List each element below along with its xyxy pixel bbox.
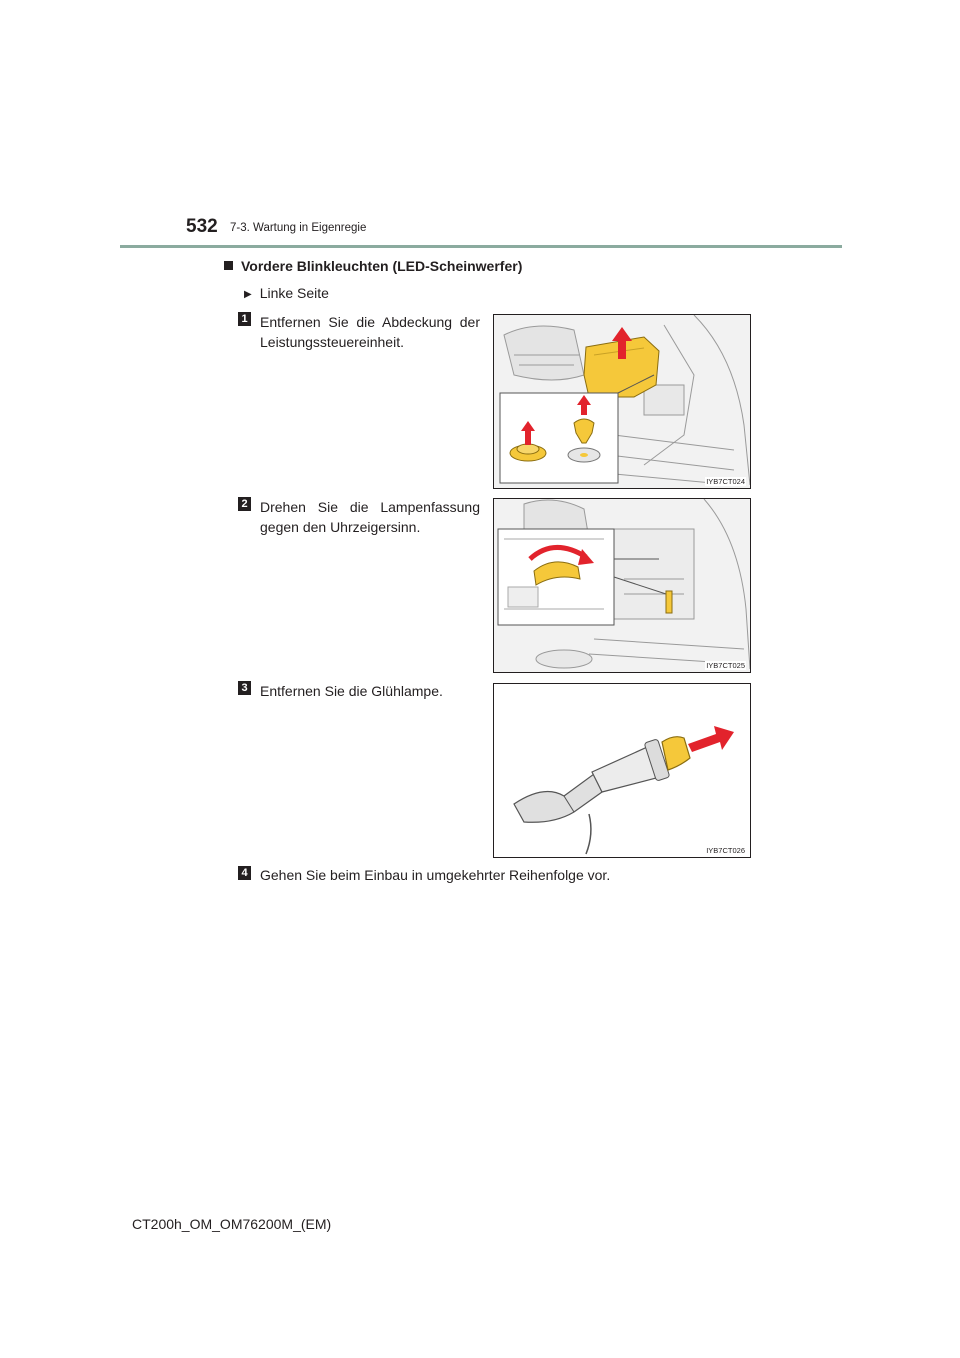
- figure-remove-bulb: [493, 683, 751, 858]
- step-text-2: Drehen Sie die Lampenfassung gegen den Uhrzeigersinn.: [260, 499, 480, 535]
- subheading: [244, 285, 329, 301]
- subheading-text: Linke Seite: [259, 285, 329, 301]
- document-code: CT200h_OM_OM76200M_(EM): [132, 1216, 332, 1232]
- figure-code-3: IYB7CT026: [706, 846, 745, 855]
- step-text-3: Entfernen Sie die Glühlampe.: [260, 683, 443, 699]
- step-number-3: 3: [238, 681, 251, 695]
- heading-text: Vordere Blinkleuchten (LED-Scheinwerfer): [241, 258, 523, 274]
- figure-code-1: IYB7CT024: [706, 477, 745, 486]
- figure-turn-socket: [493, 498, 751, 673]
- step-number-2: 2: [238, 497, 251, 511]
- page-number: 532: [186, 216, 218, 237]
- figure-code-2: IYB7CT025: [706, 661, 745, 670]
- step-text-1: Entfernen Sie die Abdeckung der Leistungssteuereinheit.: [260, 314, 480, 350]
- header-divider: [120, 245, 842, 248]
- triangle-bullet-icon: ▶: [244, 289, 252, 300]
- section-heading: [224, 258, 522, 274]
- square-bullet-icon: [224, 261, 233, 270]
- step-number-1: 1: [238, 312, 251, 326]
- step-number-4: 4: [238, 866, 251, 880]
- section-title: 7-3. Wartung in Eigenregie: [230, 222, 367, 234]
- step-text-4: Gehen Sie beim Einbau in umgekehrter Reihenfolge vor.: [260, 867, 611, 883]
- figure-remove-cover: [493, 314, 751, 489]
